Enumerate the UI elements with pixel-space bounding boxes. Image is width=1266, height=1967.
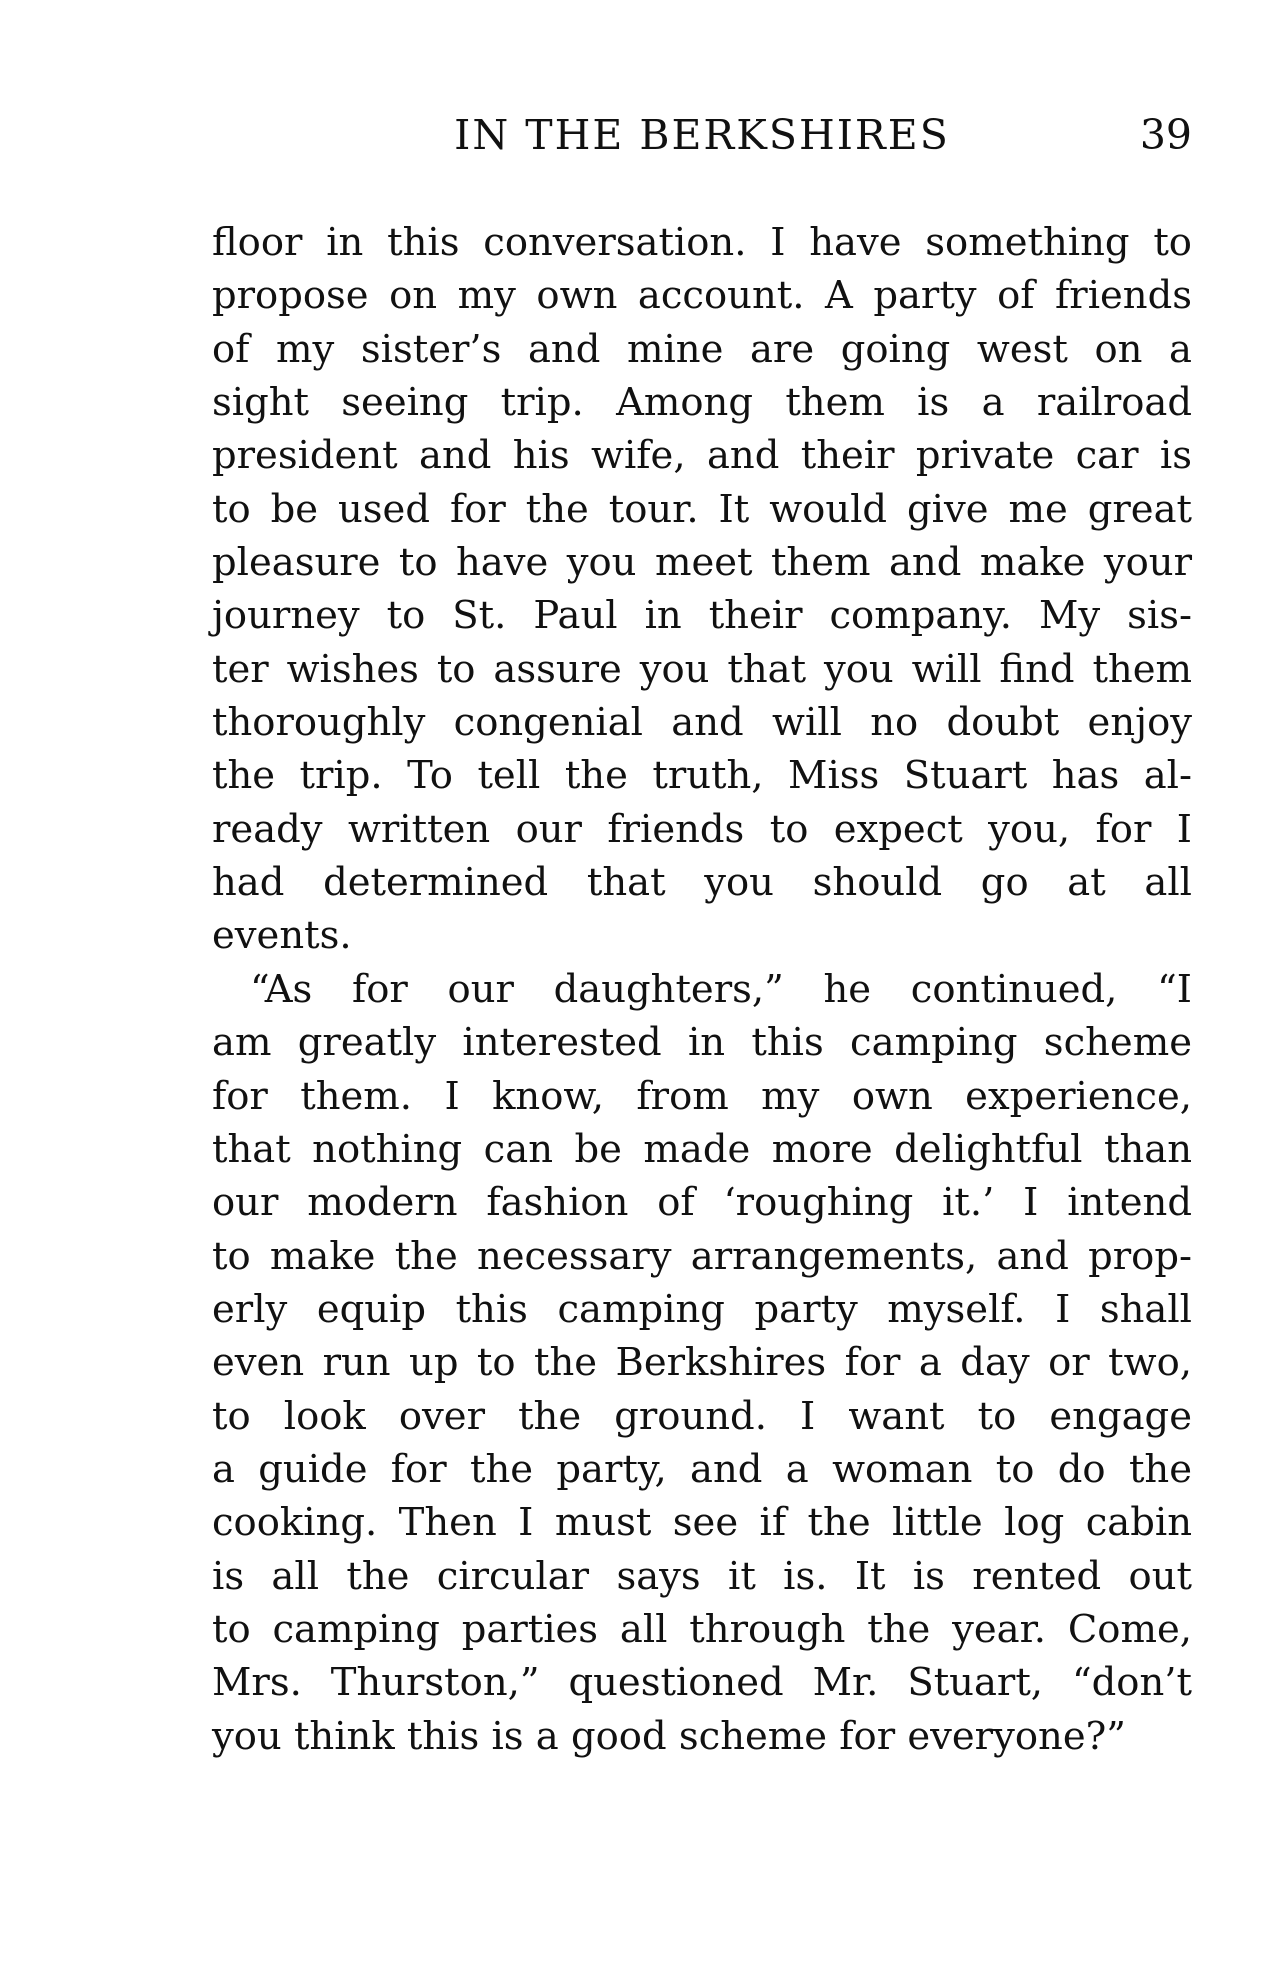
- text-line: erly equip this camping party myself. I shall: [212, 1286, 1192, 1332]
- text-line: pleasure to have you meet them and make your: [212, 540, 1192, 586]
- text-line: “As for our daughters,” he continued, “I: [250, 966, 1192, 1012]
- text-line: you think this is a good scheme for everyone?”: [212, 1713, 1126, 1759]
- text-line: journey to St. Paul in their company. My sis-: [212, 593, 1192, 639]
- text-line: floor in this conversation. I have something to: [212, 220, 1192, 265]
- running-head: [212, 105, 1192, 165]
- text-line: president and his wife, and their private car is: [212, 433, 1192, 479]
- text-line: thoroughly congenial and will no doubt enjoy: [212, 700, 1192, 746]
- text-line: even run up to the Berkshires for a day or two,: [212, 1340, 1192, 1386]
- text-line: for them. I know, from my own experience,: [212, 1073, 1192, 1119]
- text-line: to camping parties all through the year. Come,: [212, 1606, 1192, 1652]
- text-line: propose on my own account. A party of friends: [212, 273, 1192, 319]
- text-line: is all the circular says it is. It is rented out: [212, 1553, 1192, 1599]
- text-line: to be used for the tour. It would give me great: [212, 486, 1192, 532]
- body-text: [212, 216, 1192, 1763]
- page-number: 39: [1139, 111, 1192, 159]
- running-head-title: IN THE BERKSHIRES: [454, 111, 950, 159]
- text-line: ready written our friends to expect you, for I: [212, 806, 1192, 852]
- text-line: a guide for the party, and a woman to do the: [212, 1446, 1192, 1492]
- text-line: events.: [212, 913, 352, 959]
- text-line: ter wishes to assure you that you will find them: [212, 646, 1192, 692]
- text-line: of my sister’s and mine are going west on a: [212, 326, 1192, 372]
- text-line: Mrs. Thurston,” questioned Mr. Stuart, “don’t: [212, 1660, 1192, 1706]
- text-line: to look over the ground. I want to engage: [212, 1393, 1192, 1439]
- text-line: that nothing can be made more delightful than: [212, 1126, 1192, 1172]
- text-line: cooking. Then I must see if the little log cabin: [212, 1500, 1192, 1546]
- text-line: am greatly interested in this camping scheme: [212, 1020, 1192, 1066]
- text-line: the trip. To tell the truth, Miss Stuart has al-: [212, 753, 1192, 799]
- text-line: had determined that you should go at all: [212, 860, 1192, 906]
- text-line: our modern fashion of ‘roughing it.’ I intend: [212, 1180, 1192, 1226]
- text-line: sight seeing trip. Among them is a railroad: [212, 380, 1192, 426]
- text-line: to make the necessary arrangements, and prop-: [212, 1233, 1192, 1279]
